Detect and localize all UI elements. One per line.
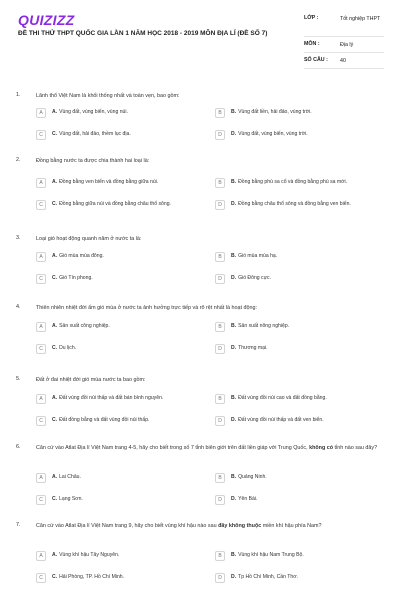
option-key: D.	[231, 496, 237, 502]
meta-divider	[304, 36, 384, 37]
option-letter: C	[36, 130, 46, 140]
meta-subject-value: Địa lý	[340, 42, 354, 48]
answer-option-c[interactable]	[36, 130, 131, 140]
option-letter: B	[215, 551, 225, 561]
option-key: C.	[52, 417, 58, 423]
option-text: Yên Bái.	[238, 496, 258, 502]
option-text: Tp Hồ Chí Minh, Cần Thơ.	[238, 574, 298, 580]
option-text: Vùng khí hậu Tây Nguyên.	[59, 552, 120, 558]
option-letter: C	[36, 200, 46, 210]
answer-option-d[interactable]	[215, 573, 298, 583]
option-letter: B	[215, 473, 225, 483]
option-letter: C	[36, 344, 46, 354]
option-letter: B	[215, 252, 225, 262]
answer-option-a[interactable]	[36, 473, 81, 483]
option-text: Vùng đất, vùng biển, vùng trời.	[238, 131, 308, 137]
answer-option-c[interactable]	[36, 573, 124, 583]
meta-count-label: SỐ CÂU :	[304, 57, 328, 63]
answer-option-d[interactable]	[215, 416, 324, 426]
option-text: Lạng Sơn.	[59, 496, 83, 502]
option-key: B.	[231, 109, 237, 115]
option-key: C.	[52, 131, 58, 137]
option-key: A.	[52, 179, 58, 185]
option-key: C.	[52, 574, 58, 580]
option-key: A.	[52, 552, 58, 558]
option-letter: A	[36, 473, 46, 483]
question-emphasis: đây không thuộc	[218, 523, 262, 529]
option-text: Vùng đất, vùng biển, vùng núi.	[59, 109, 128, 115]
option-text: Vùng khí hậu Nam Trung Bộ.	[238, 552, 304, 558]
answer-option-a[interactable]	[36, 252, 104, 262]
answer-option-b[interactable]	[215, 252, 277, 262]
option-text: Đồng bằng giữa núi và đồng bằng châu thổ sông.	[59, 201, 171, 207]
answer-option-d[interactable]	[215, 200, 391, 210]
option-letter: D	[215, 130, 225, 140]
question-text: Căn cứ vào Atlat Địa lí Việt Nam trang 4-5, hãy cho biết trong số 7 tỉnh biên giới trên đất liền giáp với Trung Quốc, không có tỉnh nào sau đây?	[36, 445, 378, 451]
quizizz-logo: QUIZIZZ	[18, 12, 75, 28]
option-text: Quảng Ninh.	[238, 474, 267, 480]
option-key: A.	[52, 395, 58, 401]
question-text: Đồng bằng nước ta được chia thành hai loại là:	[36, 158, 150, 164]
option-letter: A	[36, 322, 46, 332]
question-number: 2.	[16, 157, 21, 163]
option-key: C.	[52, 496, 58, 502]
option-letter: A	[36, 178, 46, 188]
option-key: C.	[52, 345, 58, 351]
answer-option-c[interactable]	[36, 344, 76, 354]
option-key: B.	[231, 474, 237, 480]
option-text: Vùng đất liền, hải đảo, vùng trời.	[238, 109, 312, 115]
option-key: A.	[52, 253, 58, 259]
option-letter: B	[215, 108, 225, 118]
answer-option-b[interactable]	[215, 322, 289, 332]
question-number: 7.	[16, 522, 21, 528]
option-key: A.	[52, 474, 58, 480]
option-letter: B	[215, 322, 225, 332]
question-text: Lãnh thổ Việt Nam là khối thống nhất và toàn vẹn, bao gồm:	[36, 93, 180, 99]
answer-option-d[interactable]	[215, 274, 271, 284]
option-key: D.	[231, 417, 237, 423]
answer-option-c[interactable]	[36, 200, 212, 210]
page-title: ĐỀ THI THỬ THPT QUỐC GIA LẦN 1 NĂM HỌC 2018 - 2019 MÔN ĐỊA LÍ (ĐỀ SỐ 7)	[18, 30, 268, 37]
question-number: 6.	[16, 444, 21, 450]
answer-option-a[interactable]	[36, 551, 119, 561]
option-letter: A	[36, 551, 46, 561]
meta-class-label: LỚP :	[304, 15, 319, 21]
option-text: Hải Phòng, TP. Hồ Chí Minh.	[59, 574, 125, 580]
question-text: Loại gió hoạt động quanh năm ở nước ta là:	[36, 236, 142, 242]
option-letter: C	[36, 274, 46, 284]
meta-class-value: Tốt nghiệp THPT	[340, 16, 381, 22]
answer-option-d[interactable]	[215, 495, 257, 505]
option-key: B.	[231, 253, 237, 259]
option-text: Gió Tín phong.	[59, 275, 93, 281]
meta-divider	[304, 52, 384, 53]
option-key: B.	[231, 179, 237, 185]
option-letter: B	[215, 178, 225, 188]
option-letter: C	[36, 495, 46, 505]
answer-option-d[interactable]	[215, 130, 308, 140]
option-letter: D	[215, 416, 225, 426]
meta-divider	[304, 68, 384, 69]
answer-option-c[interactable]	[36, 274, 93, 284]
option-text: Vùng đất, hải đảo, thềm lục địa.	[59, 131, 131, 137]
answer-option-b[interactable]	[215, 473, 267, 483]
option-text: Gió mùa mùa đông.	[59, 253, 104, 259]
option-text: Đồng bằng châu thổ sông và đồng bằng ven biển.	[238, 201, 351, 207]
answer-option-a[interactable]	[36, 394, 163, 404]
option-key: C.	[52, 275, 58, 281]
question-text: Căn cứ vào Atlat Địa lí Việt Nam trang 9, hãy cho biết vùng khí hậu nào sau đây không thuộc miền khí hậu phía Nam?	[36, 523, 322, 529]
option-key: D.	[231, 345, 237, 351]
option-text: Sản xuất công nghiệp.	[59, 323, 110, 329]
answer-option-a[interactable]	[36, 322, 110, 332]
option-text: Thương mại.	[238, 345, 268, 351]
worksheet-header	[0, 0, 400, 78]
option-key: B.	[231, 552, 237, 558]
answer-option-b[interactable]	[215, 394, 327, 404]
option-text: Đất vùng đồi núi thấp và đất bán bình nguyên.	[59, 395, 164, 401]
answer-option-c[interactable]	[36, 416, 149, 426]
question-number: 4.	[16, 304, 21, 310]
answer-option-b[interactable]	[215, 178, 347, 188]
answer-option-c[interactable]	[36, 495, 83, 505]
option-letter: D	[215, 573, 225, 583]
meta-subject-label: MÔN :	[304, 41, 320, 47]
meta-count-value: 40	[340, 58, 346, 64]
option-letter: D	[215, 495, 225, 505]
option-text: Đồng bằng phù sa cổ và đồng bằng phù sa mới.	[238, 179, 348, 185]
option-letter: A	[36, 394, 46, 404]
option-key: B.	[231, 323, 237, 329]
option-letter: A	[36, 108, 46, 118]
option-key: B.	[231, 395, 237, 401]
option-text: Gió Đông cực.	[238, 275, 271, 281]
option-text: Đất đồng bằng và đất vùng đồi núi thấp.	[59, 417, 150, 423]
option-letter: D	[215, 200, 225, 210]
option-key: A.	[52, 109, 58, 115]
option-letter: B	[215, 394, 225, 404]
option-text: Đất vùng đồi núi cao và đất đồng bằng.	[238, 395, 327, 401]
answer-option-a[interactable]	[36, 108, 128, 118]
option-text: Lai Châu.	[59, 474, 81, 480]
answer-option-b[interactable]	[215, 108, 312, 118]
question-text: Đất ở đai nhiệt đới gió mùa nước ta bao gồm:	[36, 377, 146, 383]
option-letter: C	[36, 573, 46, 583]
question-emphasis: không có	[309, 445, 334, 451]
option-letter: A	[36, 252, 46, 262]
question-number: 3.	[16, 235, 21, 241]
option-key: D.	[231, 275, 237, 281]
option-letter: D	[215, 274, 225, 284]
question-number: 5.	[16, 376, 21, 382]
question-number: 1.	[16, 92, 21, 98]
option-text: Đất vùng đồi núi thấp và đất ven biển.	[238, 417, 324, 423]
option-key: A.	[52, 323, 58, 329]
option-text: Đồng bằng ven biển và đồng bằng giữa núi.	[59, 179, 159, 185]
option-key: D.	[231, 131, 237, 137]
option-key: D.	[231, 574, 237, 580]
answer-option-b[interactable]	[215, 551, 304, 561]
option-letter: C	[36, 416, 46, 426]
option-key: D.	[231, 201, 237, 207]
option-text: Du lịch.	[59, 345, 77, 351]
question-text: Thiên nhiên nhiệt đới ẩm gió mùa ở nước ta ảnh hưởng trực tiếp và rõ rệt nhất là hoạt động:	[36, 305, 257, 311]
option-key: C.	[52, 201, 58, 207]
option-letter: D	[215, 344, 225, 354]
option-text: Sản xuất nông nghiệp.	[238, 323, 290, 329]
option-text: Gió mùa mùa hạ.	[238, 253, 278, 259]
answer-option-a[interactable]	[36, 178, 158, 188]
answer-option-d[interactable]	[215, 344, 268, 354]
